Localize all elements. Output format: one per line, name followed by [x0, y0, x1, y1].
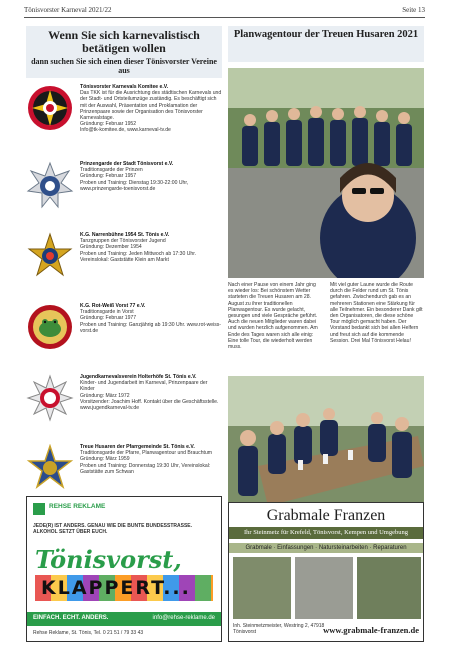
ad2-subtitle: Ihr Steinmetz für Krefeld, Tönisvorst, Kempen und Umgebung	[229, 527, 423, 539]
ad-footer-right[interactable]: info@rehse-reklame.de	[152, 615, 215, 621]
club-description: Traditionsgarde der Pfarre, Planwagentour und Brauchtum	[80, 450, 213, 457]
team-photo	[357, 557, 421, 619]
tkk-emblem-icon	[26, 84, 74, 132]
club-contact: Proben und Training: Donnerstag 19:30 Uhr, Vereinslokal: Gaststätte zum Schwan	[80, 462, 211, 475]
ad2-services: Grabmale · Einfassungen · Natursteinarbeiten · Reparaturen	[229, 543, 423, 553]
ad-headline-2-box	[35, 575, 217, 603]
clubs-banner	[26, 26, 222, 78]
club-text	[80, 303, 222, 334]
ad-footer-left: EINFACH. ECHT. ANDERS.	[33, 615, 109, 621]
article-banner	[228, 26, 424, 62]
ad2-url[interactable]: www.grabmale-franzen.de	[323, 625, 419, 635]
header-publication: Tönisvorster Karneval 2021/22	[24, 6, 112, 14]
ad-footer-bar	[27, 612, 221, 626]
header-rule	[24, 17, 425, 18]
club-entry	[26, 444, 222, 502]
club-name: K.G. Rot-Weiß Vorst 77 e.V.	[80, 303, 146, 309]
ad2-brand: Grabmale Franzen	[266, 507, 386, 524]
ad-address: Rehse Reklame, St. Tönis, Tel. 0 21 51 / 79 33 43	[33, 630, 144, 636]
ad-headline-2: KLAPPERT...	[41, 577, 191, 599]
ad-brand: REHSE REKLAME	[49, 503, 106, 510]
club-founded: Gründung: Februar 1952	[80, 121, 137, 128]
club-founded: Gründung: Februar 1957	[80, 173, 137, 180]
stone-photo	[295, 557, 353, 619]
club-contact: Info@tk-komitee.de, www.karneval-tv.de	[80, 127, 171, 134]
club-description: Das TKK ist für die Ausrichtung des städtischen Karnevals und der Stadt- und Ortsteilumzüge zuständig. Es beschäftigt sich mit der Auswahl, Präsentation und Proklamation der Prinzenpaare sowie der Organisation des Tönisvorster Karnevalstage.	[80, 90, 222, 122]
club-description: Kinder- und Jugendarbeit im Karneval, Prinzenpaare der Kinder	[80, 380, 208, 393]
clubs-title: Wenn Sie sich karnevalistisch betätigen wollen	[48, 28, 200, 55]
club-name: Treue Husaren der Pfarrgemeinde St. Tönis e.V.	[80, 444, 195, 450]
group-photo	[228, 68, 424, 278]
club-entry	[26, 303, 222, 367]
club-contact: Proben und Training: Dienstag 19:30-22:00 Uhr, www.prinzengarde-toenisvorst.de	[80, 179, 189, 192]
club-name: Prinzengarde der Stadt Tönisvorst e.V.	[80, 161, 174, 167]
gold-star-emblem-icon	[26, 232, 74, 280]
club-text	[80, 232, 222, 263]
frog-emblem-icon	[26, 303, 74, 351]
club-description: Traditionsgarde in Vorst	[80, 309, 134, 316]
club-founded: Gründung: März 1959	[80, 456, 130, 463]
article-column	[228, 26, 424, 351]
clubs-subtitle: dann suchen Sie sich einen dieser Tönisvorster Vereine aus	[31, 57, 217, 75]
ad-headline-1: Tönisvorst,	[35, 545, 182, 574]
rehse-reklame-ad[interactable]	[26, 496, 222, 642]
club-contact: Proben und Training: Ganzjährig ab 19:30 Uhr. www.rot-weiss-vorst.de	[80, 321, 221, 334]
club-entry	[26, 84, 222, 154]
club-founded: Gründung: Februar 1977	[80, 315, 137, 322]
club-entry	[26, 232, 222, 296]
club-contact: Proben und Training: Jeden Mittwoch ab 17:30 Uhr. Vereinslokal: Gaststätte Klein am Markt	[80, 250, 197, 263]
clubs-column	[26, 26, 222, 504]
club-text	[80, 161, 222, 192]
club-name: Tönisvorster Karnevals Komitee e.V.	[80, 84, 169, 90]
ad2-photo-strip	[233, 557, 419, 619]
ad-slogan: JEDE(R) IST ANDERS. GENAU WIE DIE BUNTE BUNDESSTRASSE. ALKOHOL SETZT ÜBER EUCH.	[33, 523, 192, 535]
club-entry	[26, 374, 222, 438]
club-founded: Gründung: März 1972	[80, 392, 130, 399]
club-text	[80, 374, 222, 411]
club-entry	[26, 161, 222, 225]
club-text	[80, 84, 222, 134]
club-text	[80, 444, 222, 475]
club-description: Traditionsgarde der Prinzen	[80, 167, 143, 174]
article-text-col1: Nach einer Pause von einem Jahr ging es wieder los: Bei schönstem Wetter starteten die Treuen Husaren am 28. August zu ihrer traditionellen Planwagentour. Es wurde gelacht, gesungen und viele Gespräche geführt. Auch die neuen Mitglieder waren dabei und wurden herzlich aufgenommen. Am Ende des Tages waren sich alle einig: Eine tolle Tour, die wiederholt werden muss.	[228, 282, 318, 351]
rehse-logo-icon	[33, 503, 45, 515]
club-contact: Vorsitzender: Joachim Hoff. Kontakt über die Geschäftsstelle. www.jugendkarneval-tv.de	[80, 398, 219, 412]
club-founded: Gründung: Dezember 1954	[80, 244, 142, 251]
club-description: Tanzgruppen der Tönisvorster Jugend	[80, 238, 166, 245]
ad2-address: Inh. Steinmetzmeister, Westring 2, 47918 Tönisvorst	[233, 623, 325, 635]
youth-emblem-icon	[26, 374, 74, 422]
club-name: Jugendkarnevalsverein Holterhöfe St. Tönis e.V.	[80, 374, 197, 380]
header-page-number: Seite 13	[402, 6, 425, 14]
star-emblem-icon	[26, 161, 74, 209]
article-title: Planwagentour der Treuen Husaren 2021	[233, 29, 419, 40]
club-name: K.G. Narrenbühne 1954 St. Tönis e.V.	[80, 232, 170, 238]
husaren-emblem-icon	[26, 444, 74, 492]
grave-photo	[233, 557, 291, 619]
grabmale-franzen-ad[interactable]	[228, 502, 424, 642]
article-text-col2: Mit viel guter Laune wurde die Route durch die Felder rund um St. Tönis gefahren. Zwischendurch gab es an mehreren Stationen eine Stärkung für alle Teilnehmer. Ein besonderer Dank gilt den Organisatoren, die diese schöne Tour möglich gemacht haben. Der Vorstand bedankt sich bei allen Helfern und freut sich auf die kommende Session. Drei Mal Tönisvorst Helau!	[330, 282, 423, 344]
page-header	[24, 6, 425, 16]
